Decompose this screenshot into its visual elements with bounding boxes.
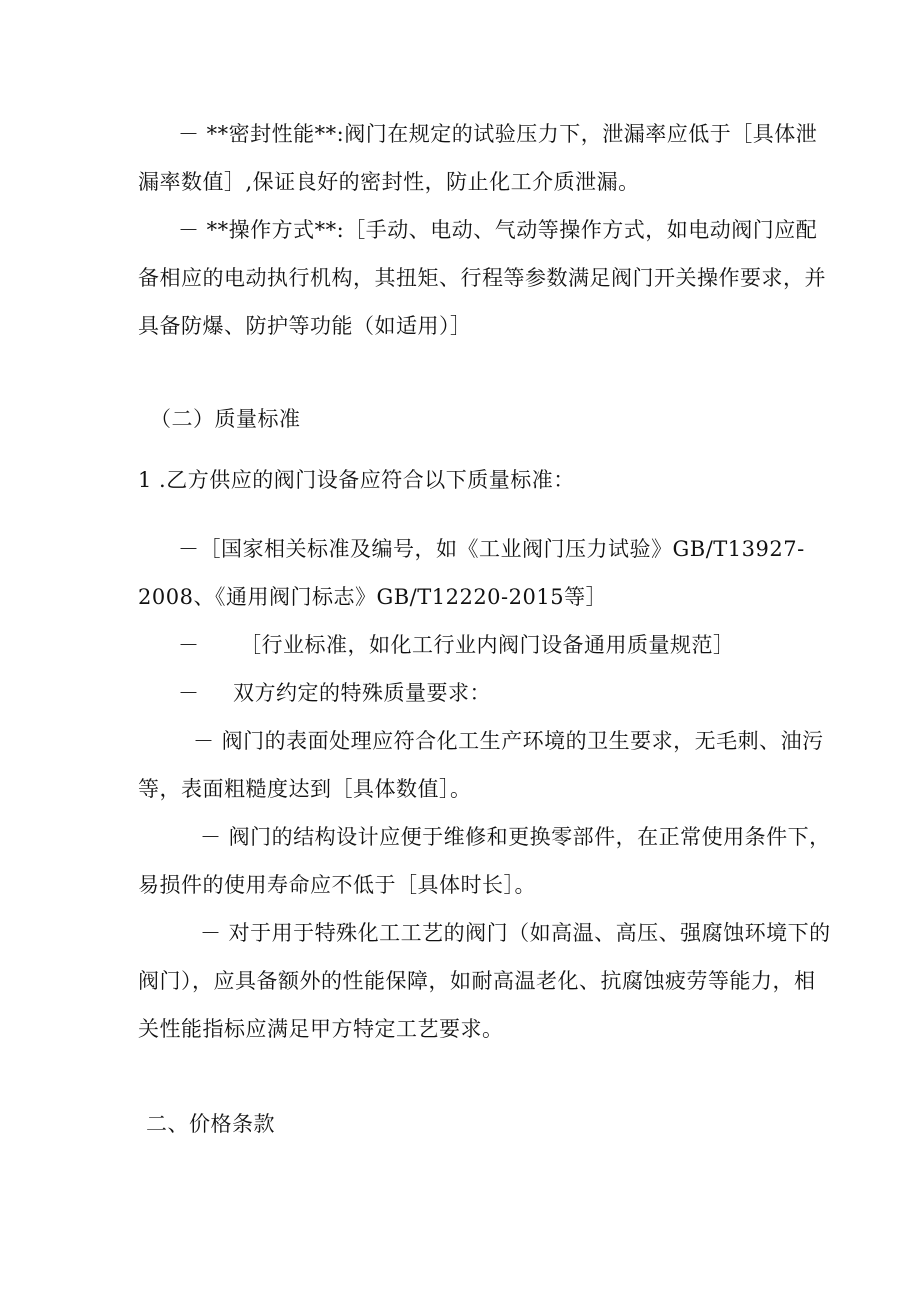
section-heading-quality: （二）质量标准 <box>150 407 301 431</box>
special-valve-line-3: 关性能指标应满足甲方特定工艺要求。 <box>138 1017 504 1041</box>
structure-design-line-2: 易损件的使用寿命应不低于［具体时长］。 <box>138 873 536 897</box>
section-heading-price: 二、价格条款 <box>146 1112 275 1136</box>
operation-mode-line-2: 备相应的电动执行机构，其扭矩、行程等参数满足阀门开关操作要求，并 <box>138 266 826 290</box>
special-requirements-dash: － <box>178 681 200 705</box>
operation-mode-line-3: 具备防爆、防护等功能（如适用）］ <box>138 314 472 338</box>
sealing-performance-line-2: 漏率数值］,保证良好的密封性，防止化工介质泄漏。 <box>138 170 640 194</box>
operation-mode-line-1: － **操作方式**:［手动、电动、气动等操作方式，如电动阀门应配 <box>178 218 818 242</box>
sealing-performance-line-1: － **密封性能**:阀门在规定的试验压力下，泄漏率应低于［具体泄 <box>178 122 818 146</box>
special-requirements-text: 双方约定的特殊质量要求： <box>233 681 491 705</box>
special-valve-line-2: 阀门），应具备额外的性能保障，如耐高温老化、抗腐蚀疲劳等能力，相 <box>138 969 816 993</box>
industry-standard-dash: － <box>178 633 200 657</box>
national-standard-line-2: 2008、《通用阀门标志》GB/T12220-2015等］ <box>138 585 608 609</box>
surface-treatment-line-2: 等，表面粗糙度达到［具体数值］。 <box>138 777 472 801</box>
quality-item-1: 1 .乙方供应的阀门设备应符合以下质量标准： <box>138 468 575 492</box>
industry-standard-text: ［行业标准，如化工行业内阀门设备通用质量规范］ <box>240 633 735 657</box>
surface-treatment-line-1: － 阀门的表面处理应符合化工生产环境的卫生要求，无毛刺、油污 <box>193 729 824 753</box>
national-standard-line-1: －［国家相关标准及编号，如《工业阀门压力试验》GB/T13927- <box>178 537 805 561</box>
structure-design-line-1: － 阀门的结构设计应便于维修和更换零部件，在正常使用条件下， <box>200 825 831 849</box>
special-valve-line-1: － 对于用于特殊化工工艺的阀门（如高温、高压、强腐蚀环境下的 <box>200 921 831 945</box>
